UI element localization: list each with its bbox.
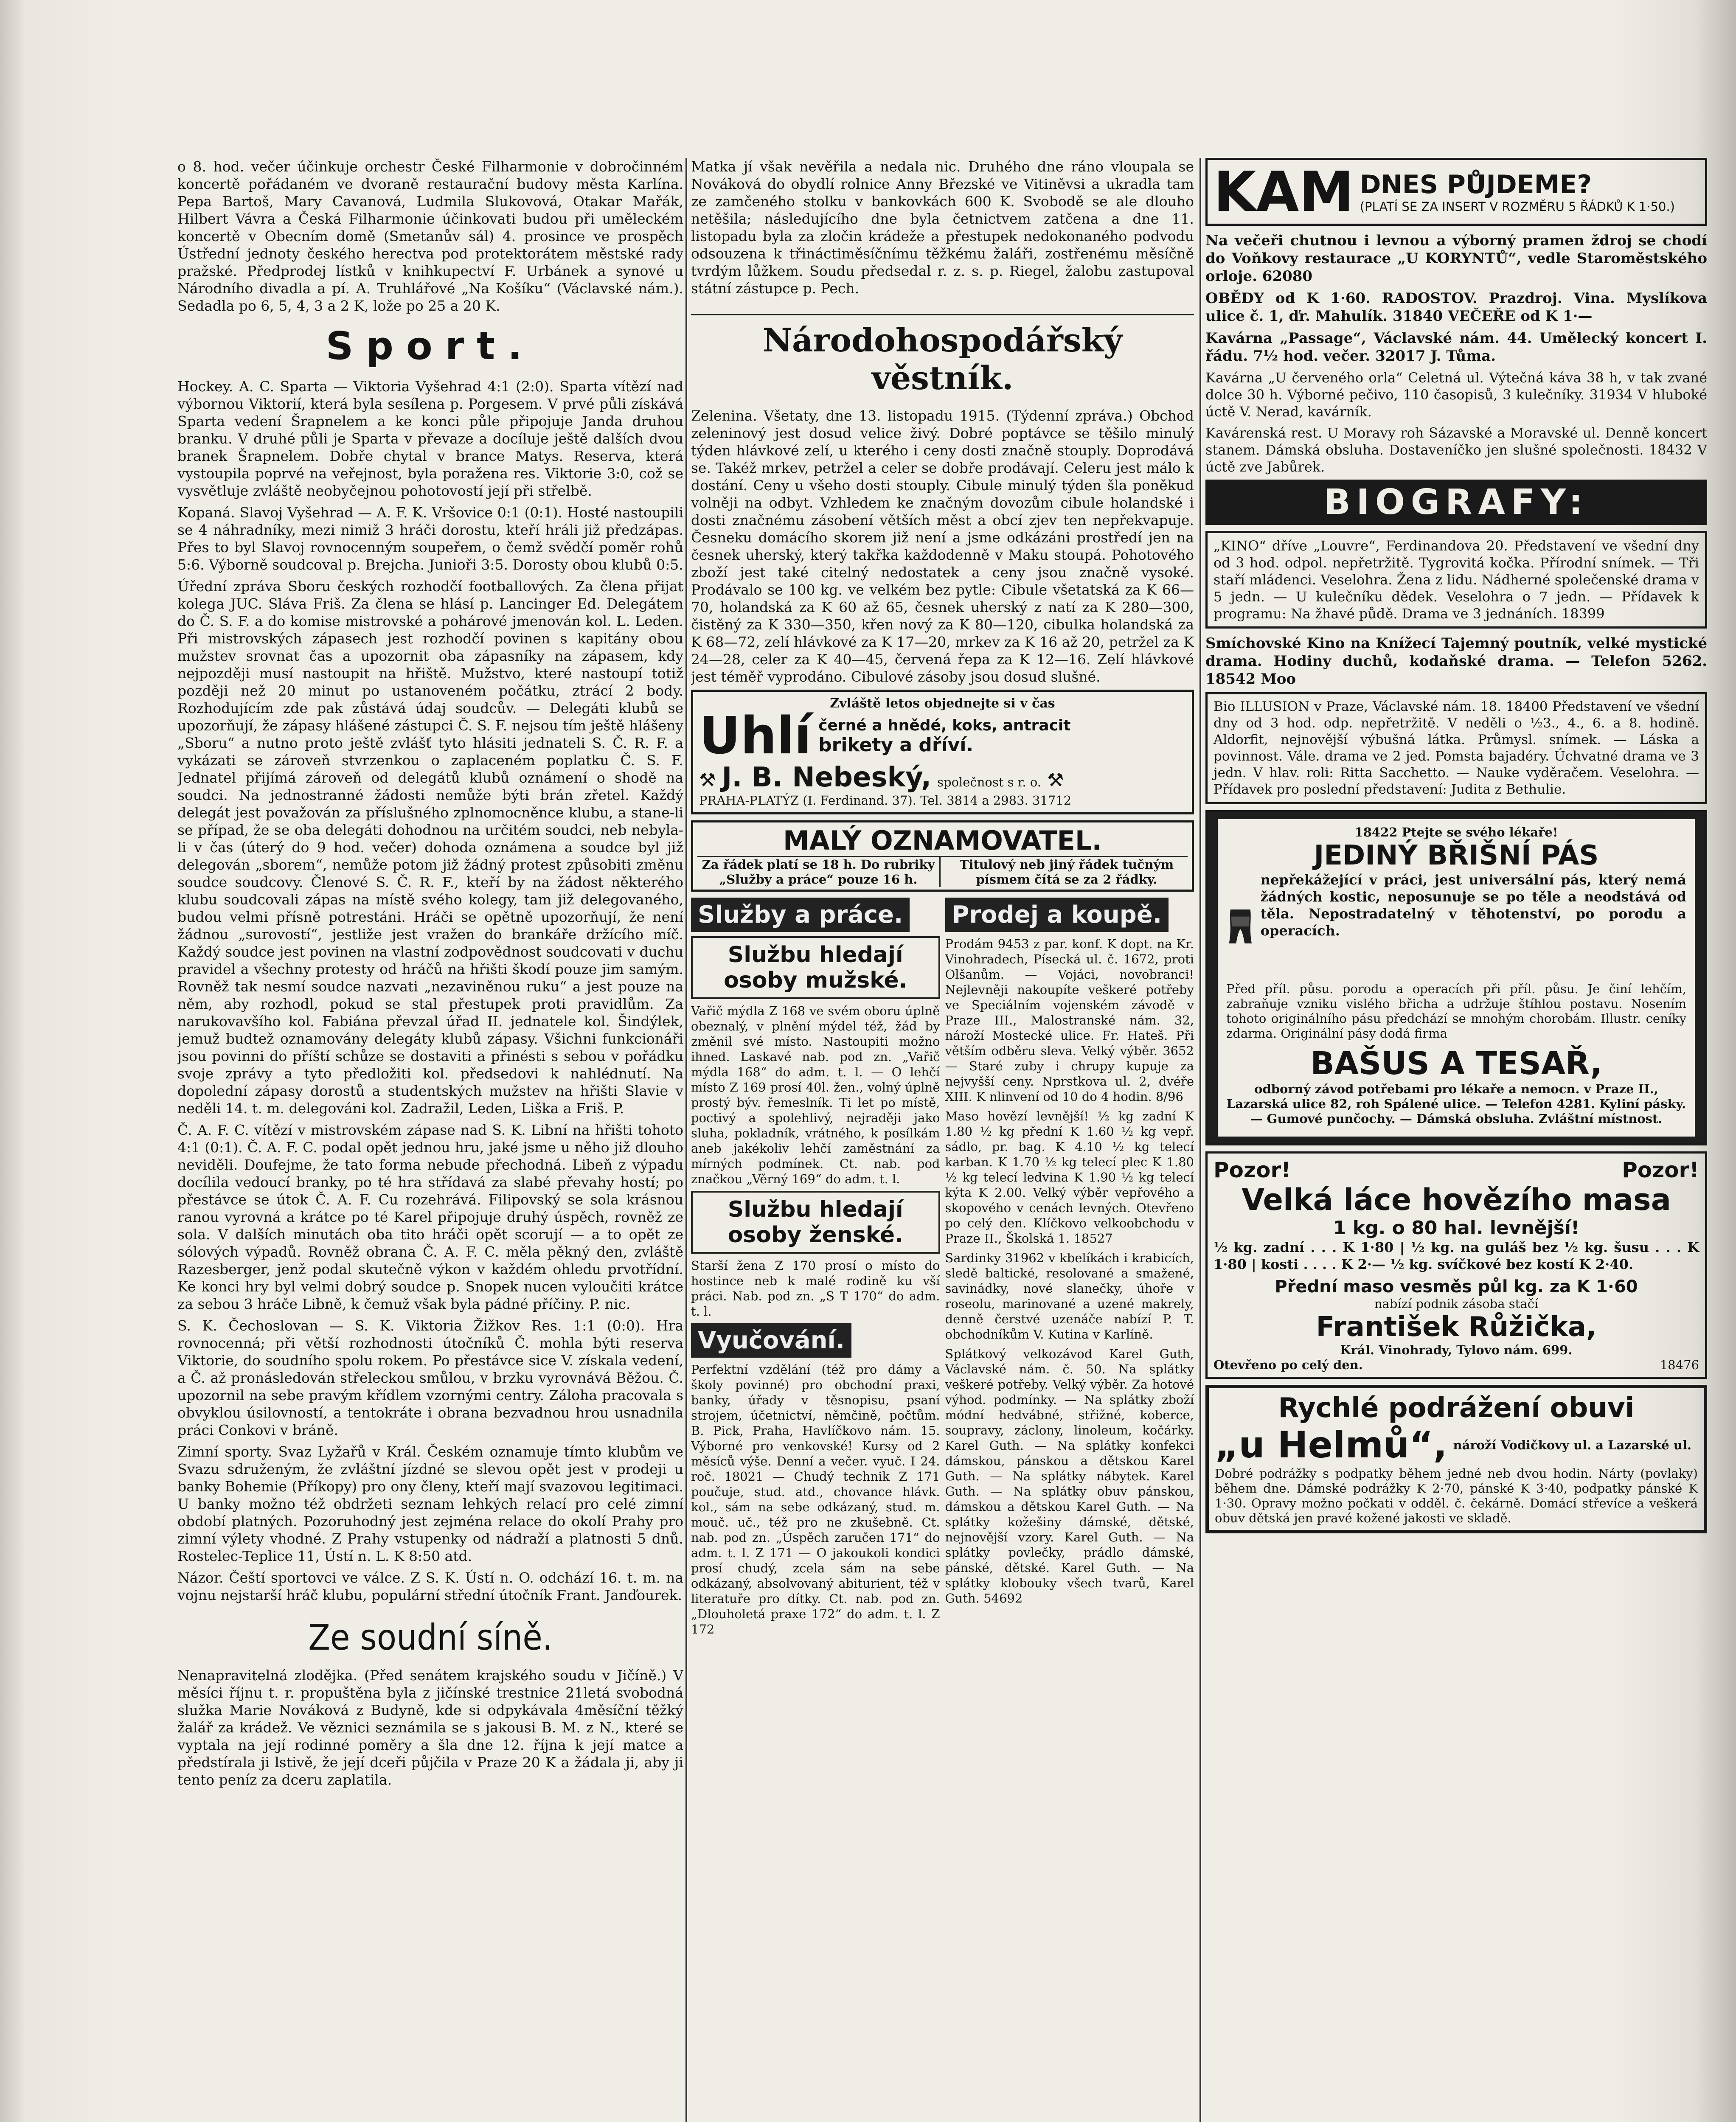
kam-title: KAM [1214,160,1354,224]
sport-heading: Sport. [326,324,535,368]
coal-ad-title: Uhlí [699,707,812,766]
basus-tesar-name: BAŠUS A TESAŘ, [1310,1045,1602,1082]
ruzicka-address: Král. Vinohrady, Tylovo nám. 699. [1340,1343,1573,1357]
belly-belt-description: Před příl. půsu. porodu a operacích při příl. půsu. Je činí lehčím, zabraňuje vzniku vislého břicha a udržuje štíhlou postavu. Nosením tohoto originálního pásu předchází se mnohým chorobám. Illustr. ceníky zdarma. Originální pásy dodá firma [1226,982,1686,1041]
shoe-repair-ad [1205,1385,1707,1533]
beef-sale-title: Velká láce hovězího masa [1242,1182,1671,1217]
court-article-continued: Matka jí však nevěřila a nedala nic. Druhého dne ráno vloupala se Nováková do obydlí rolnice Anny Březské ve Vitiněvsi a ukradla tam ze zamčeného stolku v bankovkách 600 K. Svobodě se ale dlouho netěšila; následujícího dne byla četnictvem zatčena a dne 11. listopadu byla za zločin krádeže a přestupek nedokonaného podvodu odsouzena k třináctiměsíčnímu těžkému žaláři, zostřenému měsíčně tvrdým lůžkem. Soudu předsedal r. z. s. p. Riegel, žalobu zastupoval státní zástupce p. Pech. [691,158,1194,297]
coal-ad [691,690,1194,814]
column-right [1205,158,1707,2122]
coal-ad-firm-suffix: společnost s r. o. [937,775,1041,789]
kino-ad [1205,531,1707,629]
koryntu-ad: Na večeři chutnou i levnou a výborný pramen ždroj se chodí do Voňkovy restaurace „U KORYNTŮ“, vedle Staroměstského orloje. 62080 [1205,232,1707,285]
sales-ads: Prodám 9453 z par. konf. K dopt. na Kr. Vinohradech, Písecká ul. č. 1672, proti Olšanům. — Vojáci, novobranci! Nejlevněji nakoupíte veškeré potřeby ve Speciálním vojenském závodě v Praze III., Malostranské nám. 32, nároží Mostecké ulice. Fr. Hateš. Při větším odběru sleva. Velký výběr. 3652 — Staré zuby i chrupy kupuje za nejvyšší ceny. Nprstkova ul. 2, dvéře XIII. K nlinvení od 10 do 4 hodin. 8/96 [945,937,1194,1104]
court-article: Nenapravitelná zlodějka. (Před senátem krajského soudu v Jičíně.) V měsíci říjnu t. r. propuštěna byla z jičínské trestnice 21letá svobodná služka Marie Nováková z Budyně, kde si odpykávala 4měsíční těžký žalář za krádež. Ve věznici seznámila se s jakousi B. M. z N., které se vyptala na její rodinné poměry a šla dne 12. října k její matce a předstírala ji lstivě, že její dceři půjčila v Praze 20 K a žádala ji, aby ji tento peníz za dceru zaplatila. [177,1667,683,1788]
belly-belt-top: 18422 Ptejte se svého lékaře! [1354,825,1558,839]
men-ads: Vařič mýdla Z 168 ve svém oboru úplně obeznalý, v plnění mýdel též, žád by změnil své místo. Nastoupiti možno ihned. Laskavé nab. pod zn. „Vařič mýdla 168“ do adm. t. l. — O lehčí místo Z 169 prosí 40l. žen., volný úplně prostý býv. řemeslník. Ti let po místě, poctivý a spolehlivý, nejraději jako sluha, pokladník, vrátného, k posílkám aneb jakékoliv lehčí zaměstnání za mírných podmínek. Ct. nab. pod značkou „Věrný 169“ do adm. t. l. [691,1004,940,1186]
sport-article: S. K. Čechoslovan — S. K. Viktoria Žižkov Res. 1:1 (0:0). Hra rovnocenná; při větší rozhodnosti útočníků Č. mohla býti reserva Viktorie, do soudního spolu rokem. Po přestávce sice V. získala vedení, a Č. až pronásledován střeleckou smůlou, v brzku vyrovnává Běžou. Č. upozornil na sebe pravým křídlem vzornými centry. Záloha pracovala s obvyklou úsilovností, a tentokráte i obrana bezvadnou hrou usnadnila práci Conkovi v bráně. [177,1317,683,1438]
women-seeking-heading: Službu hledají osoby ženské. [691,1191,940,1254]
shoe-repair-title: Rychlé podrážení obuvi [1278,1392,1635,1424]
bio-illusion-ad [1205,692,1707,804]
column-rule [685,158,687,2122]
belly-belt-title: JEDINÝ BŘIŠNÍ PÁS [1314,840,1599,871]
kam-dnes-banner [1205,158,1707,226]
coal-ad-address: PRAHA-PLATÝZ (I. Ferdinand. 37). Tel. 3814 a 2983. 31712 [699,793,1072,808]
beef-offer-note: nabízí podnik zásoba stačí [1374,1297,1539,1311]
belly-belt-features: nepřekážející v práci, jest universální pás, který nemá žádných kostic, neposunuje se po těle a neodstává od těla. Nepostradatelný v těhotenství, po porodu a operacích. [1260,872,1686,939]
pozor-left: Pozor! [1214,1158,1291,1182]
installments-ads: Splátkový velkozávod Karel Guth, Václavské nám. č. 50. Na splátky veškeré potřeby. Velký výběr. Za hotové výhod. podmínky. — Na splátky zboží módní hedvábné, střižné, koberce, soupravy, záclony, linoleum, kočárky. Karel Guth. — Na splátky konfekci dámskou, pánskou a dětskou Karel Guth. — Na splátky nábytek. Karel Guth. — Na splátky obuv pánskou, dámskou a dětskou Karel Guth. — Na splátky kožešiny dámské, dětské, nejnovější vzory. Karel Guth. — Na splátky povlečky, prádlo dámské, pánské, dětské. Karel Guth. — Na splátky klobouky všech tvarů, Karel Guth. 54692 [945,1347,1194,1606]
ruzicka-number: 18476 [1660,1358,1699,1372]
sport-article: Zimní sporty. Svaz Lyžařů v Král. Českém oznamuje tímto klubům ve Svazu sdruženým, že zvláštní jízdné se slevou opět jest v prodeji u banky Bohemie (Příkopy) pro ony členy, kteří mají svazovou legitimaci. U banky možno též obdržeti seznam lehkých relací pro celé zimní období platných. Pozoruhodný jest zejména relace do okolí Prahy pro zimní výlety vhodné. Z Prahy vstupenky od nádraží a platnosti 5 dnů. Rostelec-Teplice 11, Ústí n. L. K 8:50 atd. [177,1443,683,1564]
obedy-ad: OBĚDY od K 1·60. RADOSTOV. Prazdroj. Vina. Myslíkova ulice č. 1, ďr. Mahulík. 31840 VEČEŘE od K 1·— [1205,290,1707,325]
ruzicka-open: Otevřeno po celý den. [1214,1358,1363,1372]
column-left [177,158,683,2122]
column-middle [691,158,1194,2122]
economy-heading: Národohospodářský věstník. [691,314,1194,397]
beef-front-price: Přední maso vesměs půl kg. za K 1·60 [1275,1277,1638,1297]
concert-notice: o 8. hod. večer účinkuje orchestr České Filharmonie v dobročinném koncertě pořádaném ve dvoraně restaurační budovy města Karlína. Pepa Bartoš, Mary Cavanová, Ludmila Slukovová, Otakar Mařák, Hilbert Vávra a Česká Filharmonie účinkovati budou při uměleckém koncertě v Obecním domě (Smetanův sál) 4. prosince ve prospěch Ústřední jednoty českého herectva pod protektorátem městské rady pražské. Předprodej lístků v knihkupectví F. Urbánek a synové u Národního divadla a pí. A. Truhlářové „Na Košíku“ (Václavské nám.). Sedadla po 6, 5, 4, 3 a 2 K, lože po 25 a 20 K. [177,158,683,314]
beef-sale-prices: ½ kg. zadní . . . K 1·80 | ½ kg. na guláš bez ½ kg. šusu . . . K 1·80 | kosti . . . . K 2·— ½ kg. svíčkové bez kostí K 2·40. [1214,1239,1699,1272]
hammer-icon: ⚒ [699,769,716,791]
coal-ad-firm: J. B. Nebeský, [722,762,932,793]
men-seeking-heading: Službu hledají osoby mužské. [691,936,940,999]
services-section-label: Služby a práce. [691,898,910,932]
u-moravy-ad: Kavárenská rest. U Moravy roh Sázavské a Moravské ul. Denně koncert stanem. Dámská obsluha. Dostaveníčko jen slušné společnosti. 18432 V úctě zve Jabůrek. [1205,425,1707,475]
coal-ad-top: Zvláště letos objednejte si v čas [830,696,1055,711]
lessons-ads: Perfektní vzdělání (též pro dámy a školy povinné) pro obchodní praxi, banky, úřady v těsnopisu, psaní strojem, účetnictví, němčině, počtům. B. Pick, Praha, Havlíčkovo nám. 15. Výborné pro venkovské! Kursy od 2 měsíců výše. Denní a večer. vyuč. I 24. roč. 18021 — Chudý technik Z 171 poučuje, stud. atd., chovance hlávk. kol., sám na sebe odkázaný, stud. m. mouč. uč., též pro ne zkušebně. Ct. nab. pod zn. „Úspěch zaručen 171“ do adm. t. l. Z 171 — O jakoukoli kondici prosí chudý, zcela sám na sebe odkázaný, absolvovaný abiturient, též v literatuře pro dítky. Ct. nab. pod zn. „Dlouholetá praxe 172“ do adm. t. l. Z 172 [691,1362,940,1636]
kam-subtitle: DNES PŮJDEME? [1360,169,1592,199]
beef-sale-ad [1205,1151,1707,1379]
shoe-repair-text: Dobré podrážky s podpatky během jedné neb dvou hodin. Nárty (povlaky) během dne. Dámské podrážky K 2·70, pánské K 3·40, podpatky pánské K 1·30. Opravy možno počkati v odděl. č. čekárně. Domácí střevíce a veškerá obuv dětská jen pravé kožené jakosti ve skladě. [1215,1466,1698,1525]
cerveneho-orla-ad: Kavárna „U červeného orla“ Celetná ul. Výtečná káva 38 h, v tak zvané dolce 30 h. Výborné pečivo, 110 časopisů, 3 kulečníky. 31934 V hluboké úctě V. Nerad, kavárník. [1205,370,1707,420]
column-rule [1199,158,1201,2122]
economy-article: Zelenina. Všetaty, dne 13. listopadu 1915. (Týdenní zpráva.) Obchod zeleninový jest dosud velice živý. Dobré poptávce se těšilo minulý týden hlávkové zelí, u kterého i ceny dosti značně stouply. Doprodává se. Takéž mrkev, petržel a celer se dobře prodávají. Celeru jest málo k dostání. Ceny u všeho dosti stouply. Cibule minulý týden šla poněkud volněji na odbyt. Vzhledem ke značným dovozům cibule holandské i dosti značnému zásobení větších měst a obcí zjev ten nepřekvapuje. Česneku domácího skorem již není a jsme odkázáni prostředí jen na česnek uherský, který takřka každodenně v Maku stoupá. Pohotového zboží jest také citelný nedostatek a ceny jsou značně vysoké. Prodávalo se 100 kg. ve velkém bez pytle: Cibule všetatská za K 66—70, holandská za K 60 až 65, česnek uherský z natí za K 280—300, čistěný za K 330—350, křen nový za K 80—120, cibulka holandská za K 68—72, zelí hlávkové za K 17—20, mrkev za K 16 až 20, petržel za K 24—28, celer za K 40—45, červená řepa za K 12—16. Zelí hlávkové jest téměř vyprodáno. Cibulové zásoby jsou dosud slušné. [691,407,1194,685]
small-ads-banner [691,820,1194,892]
sport-article: Úřední zpráva Sboru českých rozhodčí footballových. Za člena přijat kolega JUC. Sláva Friš. Za člena se hlásí p. Lancinger Ed. Delegátem do Č. S. F. a do komise mistrovské a pohárové jmenován kol. L. Leden. Při mistrovských zápasech jest rozhodčí povinen s kapitány obou mužstev srovnat čas a upozornit oba zápasníky na zápasem, kdy nejpozději musí nastoupit na hřiště. Mužstvo, které nastoupí totiž později než 20 minut po ustanoveném počátku, ztrácí 2 body. Rozhodujícím zde pak zůstává údaj soudcův. — Delegáti klubů se upozorňují, že zápasy hlášené zástupci Č. S. F. nejsou tím ještě hlášeny „Sboru“ a nutno proto ještě zvlášť tyto hlásiti jednateli S. Č. R. F. a vykázati se zároveň stvrzenkou o zaplaceném poplatku Č. S. F. Jednatel přijímá zároveň od delegátů klubů oznámení o shodě na soudci. Na jednostranné žádosti nemůže býti brán zřetel. Každý delegát jest považován za příslušného zplnomocněnce klubu, a stane-li se případ, že se oba delegáti dohodnou na určitém soudci, neb nebyla-li v čas (úterý do 9 hod. večer) dohoda oznámena a soudce byl již delegován „sborem“, nemůže potom již žádný protest způsobiti změnu soudce soudcovy. Členové S. Č. R. F., kteří by na žádost některého klubu soudcovali zápas na místě svého kolegy, tam již delegovaného, budou velmi přísně potrestáni. Hráči se opětně upozorňují, že není žádnou „surovostí“, jestliže jest vražen do brankáře držícího míč. Každý soudce jest povinen na vlastní zodpovědnost soudcovati v duchu pravidel a všechny protesty od hráčů na hřišti škodí pouze jim samým. Rovněž tak nesmí soudce nazvati „nezaviněnou ruku“ a jest pouze na něm, aby rozhodl, pokud se stal přestupek proti pravidlům. Za narukovavšího kol. Fabiána převzal úřad II. jednatele kol. Šindýlek, jemuž budtež oznamovány delegáty klubů zápasy. Všichni funkcionáři jsou povinni do příští schůze se dostaviti a přinésti s sebou v pořádku svoje zprávy a tyto předložiti kol. předsedovi k nahlédnutí. Na dopolední zápasy dorostů a studentských mužstev na hřišti Slavie v neděli 14. t. m. delegováni kol. Zadražil, Leden, Liška a Friš. P. [177,578,683,1117]
lessons-section-label: Vyučování. [691,1323,851,1358]
sport-article: Č. A. F. C. vítězí v mistrovském zápase nad S. K. Libní na hřišti tohoto 4:1 (0:1). Č. A. F. C. podal opět jednou hru, jaké jsme u něho již dlouho neviděli. Doufejme, že tato forma nebude přechodná. Libeň z výpadu docílila vedoucí branky, po té hra střídavá za slabé převahy hostí; po přestávce se útok Č. A. F. Cu rozehrává. Filipovský se sola krásnou ranou vyrovná a krátce po té Karel připojuje druhý úspěch, rovněž ze sola. V dalších minutách oba tito hráči opět scorují — a to opět ze sólových výpadů. Rovněž obrana Č. A. F. C. měla pěkný den, zvláště Razesberger, jenž podal skutečně výkon v každém ohledu prvotřídní. Ke konci hry byl velmi dobrý soudce p. Snopek nucen vyloučiti krátce za sebou 3 hráče Libně, k čemuž však byla pádné příčiny. P. nic. [177,1122,683,1312]
sport-article: Hockey. A. C. Sparta — Viktoria Vyšehrad 4:1 (2:0). Sparta vítězí nad výbornou Viktorií, která byla sesílena p. Porgesem. V prvé půli získává Sparta vedení Šrapnelem a ke konci půle připojuje Janda druhou branku. V druhé půli je Sparta v převaze a docíluje ještě dalších dvou branek Šrapnelem. Dobře chytal v brance Matys. Reserva, která vystoupila poprvé na veřejnost, byla poražena res. Viktorie 3:0, což se vysvětluje zvláště neobyčejnou pohotovostí její při střelbě. [177,378,683,499]
beef-sale-subtitle: 1 kg. o 80 hal. levnější! [1333,1217,1580,1239]
pozor-right: Pozor! [1622,1158,1699,1182]
small-ads-bold-note: Titulový neb jiný řádek tučným písmem čítá se za 2 řádky. [959,857,1174,887]
court-heading: Ze soudní síně. [308,1617,553,1658]
sport-article: Názor. Čeští sportovci ve válce. Z S. K. Ústí n. O. odchází 16. t. m. na vojnu nejstarší hráč klubu, populární střední útočník Frant. Janďourek. [177,1569,683,1603]
biografy-heading: BIOGRAFY: [1205,480,1707,525]
sales-section-label: Prodej a koupě. [945,898,1169,932]
coal-ad-line2: brikety a dříví. [818,734,974,756]
sardines-ad: Sardinky 31962 v kbelíkách i krabicích, sledě baltické, resolované a smažené, savinádky, nové slanečky, úhoře v roseolu, marinované a uzené makrely, denně čerstvé uzenáče nabízí P. T. obchodníkům V. Kutina v Karlíně. [945,1251,1194,1342]
ruzicka-name: František Růžička, [1316,1311,1597,1343]
passage-ad: Kavárna „Passage“, Václavské nám. 44. Umělecký koncert I. řádu. 7½ hod. večer. 32017 J. Tůma. [1205,330,1707,365]
helmu-name: „u Helmů“, [1215,1424,1447,1466]
kino-ad-text: „KINO“ dříve „Louvre“, Ferdinandova 20. Představení ve všední dny od 3 hod. odpol. nepřetržitě. Tygrovitá kočka. Přírodní snímek. — Tři staří mládenci. Veselohra. Žena z lidu. Nádherné společenské drama v 5 jedn. — U kulečníku dědek. Veselohra o 7 jedn. — Přídavek k programu: Na žhavé půdě. Drama ve 3 jednáních. 18399 [1214,538,1699,622]
smichov-kino-ad: Smíchovské Kino na Knížecí Tajemný poutník, velké mystické drama. Hodiny duchů, kodaňské drama. — Telefon 5262. 18542 Moo [1205,635,1707,688]
bio-illusion-text: Bio ILLUSION v Praze, Václavské nám. 18. 18400 Představení ve všední dny od 3 hod. odp. nepřetržitě. V neděli o ½3., 4., 6. a 8. hodině. Aldorfit, nejnovější výbušná látka. Průmysl. snímek. — Láska a povinnost. Vále. drama ve 2 jed. Pomsta bajadéry. Úchvatné drama ve 3 jedn. V hlav. roli: Ritta Sacchetto. — Nauke vyděračem. Veselohra. — Přídavek pro poslední představení: Judita z Bethulie. [1214,699,1699,797]
belly-belt-ad [1205,810,1707,1145]
coal-ad-line1: černé a hnědé, koks, antracit [818,717,1071,734]
basus-tesar-address: odborný závod potřebami pro lékaře a nemocn. v Praze II., Lazarská ulice 82, roh Spálené ulice. — Telefon 4281. Kyliní pásky. — Gumové punčochy. — Dámská obsluha. Zvláštní místnost. [1226,1082,1686,1126]
helmu-address: nároží Vodičkovy ul. a Lazarské ul. [1453,1437,1692,1452]
meat-price-list: Maso hovězí levnější! ½ kg zadní K 1.80 ½ kg přední K 1.60 ½ kg vepř. sádlo, pr. bag. K 4.10 ½ kg telecí karban. K 1.70 ½ kg telecí plec K 1.80 ½ kg telecí ledvina K 1.90 ½ kg telecí kýta K 2.00. Velký výběr vepřového a skopového v cenách levných. Otevřeno po celý den. Klíčkovo velkoobchodu v Praze II., Školská 1. 18527 [945,1109,1194,1246]
women-ads: Starší žena Z 170 prosí o místo do hostince neb k malé rodině ku vší práci. Nab. pod zn. „S T 170“ do adm. t. l. [691,1258,940,1319]
belly-belt-illustration [1226,871,1255,982]
small-ads-pricing: Za řádek platí se 18 h. Do rubriky „Služby a práce“ pouze 16 h. [697,857,941,887]
small-ads-title: MALÝ OZNAMOVATEL. [697,825,1188,857]
hammer-icon: ⚒ [1047,769,1064,791]
kam-note: (PLATÍ SE ZA INSERT V ROZMĚRU 5 ŘÁDKŮ K 1·50.) [1360,199,1675,214]
sport-article: Kopaná. Slavoj Vyšehrad — A. F. K. Vršovice 0:1 (0:1). Hosté nastoupili se 4 náhradníky, mezi nimiž 3 hráči dorostu, kteří hráli již předzápas. Přes to byl Slavoj rovnocenným soupeřem, o čemž svědčí poměr rohů 5:6. Výborně soudcoval p. Brejcha. Junioři 3:5. Dorosty obou klubů 0:5. [177,504,683,573]
